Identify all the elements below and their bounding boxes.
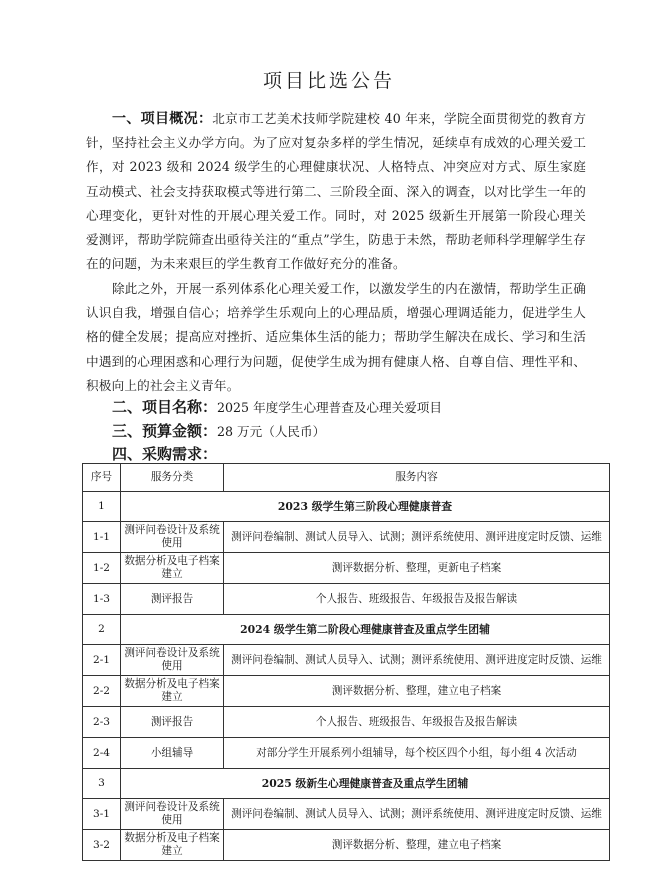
table-row (83, 553, 610, 584)
project-overview-paragraph (86, 107, 586, 276)
row-no: 3-2 (83, 830, 121, 861)
row-no: 2-3 (83, 707, 121, 738)
table-row (83, 830, 610, 861)
table-row (83, 738, 610, 769)
table-row (83, 522, 610, 553)
requirements-table (82, 463, 610, 861)
requirements-lead: 四、采购需求： (112, 445, 218, 463)
header-content: 服务内容 (224, 464, 610, 492)
row-no: 3 (83, 769, 121, 799)
project-goals-paragraph: 除此之外，开展一系列体系化心理关爱工作，以激发学生的内在激情，帮助学生正确认识自我，增强自信心；培养学生乐观向上的心理品质，增强心理调适能力，促进学生人格的健全发展；提高应对挫折、适应集体生活的能力；帮助学生解决在成长、学习和生活中遇到的心理困惑和心理行为问题，促使学生成为拥有健康人格、自尊自信、理性平和、积极向上的社会主义青年。 (86, 281, 586, 393)
table-section-row (83, 615, 610, 645)
header-no: 序号 (83, 464, 121, 492)
section-title: 2025 级新生心理健康普查及重点学生团辅 (121, 769, 610, 799)
table-row (83, 799, 610, 830)
row-content: 测评问卷编制、测试人员导入、试测；测评系统使用、测评进度定时反馈、运维 (224, 799, 610, 830)
table-row (83, 584, 610, 615)
table-row (83, 676, 610, 707)
row-no: 1-2 (83, 553, 121, 584)
row-no: 1-3 (83, 584, 121, 615)
table-row (83, 707, 610, 738)
table-section-row (83, 492, 610, 522)
row-category: 测评问卷设计及系统使用 (121, 522, 224, 553)
row-category: 数据分析及电子档案建立 (121, 830, 224, 861)
row-category: 数据分析及电子档案建立 (121, 676, 224, 707)
row-category: 测评报告 (121, 707, 224, 738)
row-content: 对部分学生开展系列小组辅导，每个校区四个小组，每小组 4 次活动 (224, 738, 610, 769)
row-category: 测评问卷设计及系统使用 (121, 799, 224, 830)
row-content: 测评问卷编制、测试人员导入、试测；测评系统使用、测评进度定时反馈、运维 (224, 522, 610, 553)
project-overview-text: 北京市工艺美术技师学院建校 40 年来，学院全面贯彻党的教育方针，坚持社会主义办学方向。为了应对复杂多样的学生情况，延续卓有成效的心理关爱工作，对 2023 级和 2024 级学生的心理健康状况、人格特点、冲突应对方式、原生家庭互动模式、社会支持获取模式等进行第二、三阶段全面、深入的调查，以对比学生一年的心理变化，更针对性的开展心理关爱工作。同时，对 2025 级新生开展第一阶段心理关爱测评，帮助学院筛查出亟待关注的“重点”学生，防患于未然，帮助老师科学理解学生存在的问题，为未来艰巨的学生教育工作做好充分的准备。 (86, 111, 586, 272)
row-content: 个人报告、班级报告、年级报告及报告解读 (224, 707, 610, 738)
row-no: 1 (83, 492, 121, 522)
row-no: 3-1 (83, 799, 121, 830)
section-title: 2023 级学生第三阶段心理健康普查 (121, 492, 610, 522)
project-name-lead: 二、项目名称： (112, 398, 218, 416)
budget-line (112, 419, 325, 444)
row-no: 1-1 (83, 522, 121, 553)
row-content: 测评数据分析、整理，建立电子档案 (224, 830, 610, 861)
budget-value: 28 万元（人民币） (217, 424, 326, 439)
table-row (83, 645, 610, 676)
project-name-value: 2025 年度学生心理普查及心理关爱项目 (217, 400, 442, 415)
table-header-row (83, 464, 610, 492)
row-no: 2-2 (83, 676, 121, 707)
row-no: 2 (83, 615, 121, 645)
row-content: 测评数据分析、整理，更新电子档案 (224, 553, 610, 584)
project-name-line (112, 395, 442, 420)
page-title: 项目比选公告 (262, 70, 395, 92)
header-category: 服务分类 (121, 464, 224, 492)
section-title: 2024 级学生第二阶段心理健康普查及重点学生团辅 (121, 615, 610, 645)
row-content: 测评数据分析、整理，建立电子档案 (224, 676, 610, 707)
row-content: 个人报告、班级报告、年级报告及报告解读 (224, 584, 610, 615)
row-no: 2-1 (83, 645, 121, 676)
table-section-row (83, 769, 610, 799)
row-content: 测评问卷编制、测试人员导入、试测；测评系统使用、测评进度定时反馈、运维 (224, 645, 610, 676)
budget-lead: 三、预算金额： (112, 422, 218, 440)
row-category: 测评报告 (121, 584, 224, 615)
row-no: 2-4 (83, 738, 121, 769)
project-overview-lead: 一、项目概况： (112, 111, 213, 127)
row-category: 小组辅导 (121, 738, 224, 769)
row-category: 数据分析及电子档案建立 (121, 553, 224, 584)
row-category: 测评问卷设计及系统使用 (121, 645, 224, 676)
